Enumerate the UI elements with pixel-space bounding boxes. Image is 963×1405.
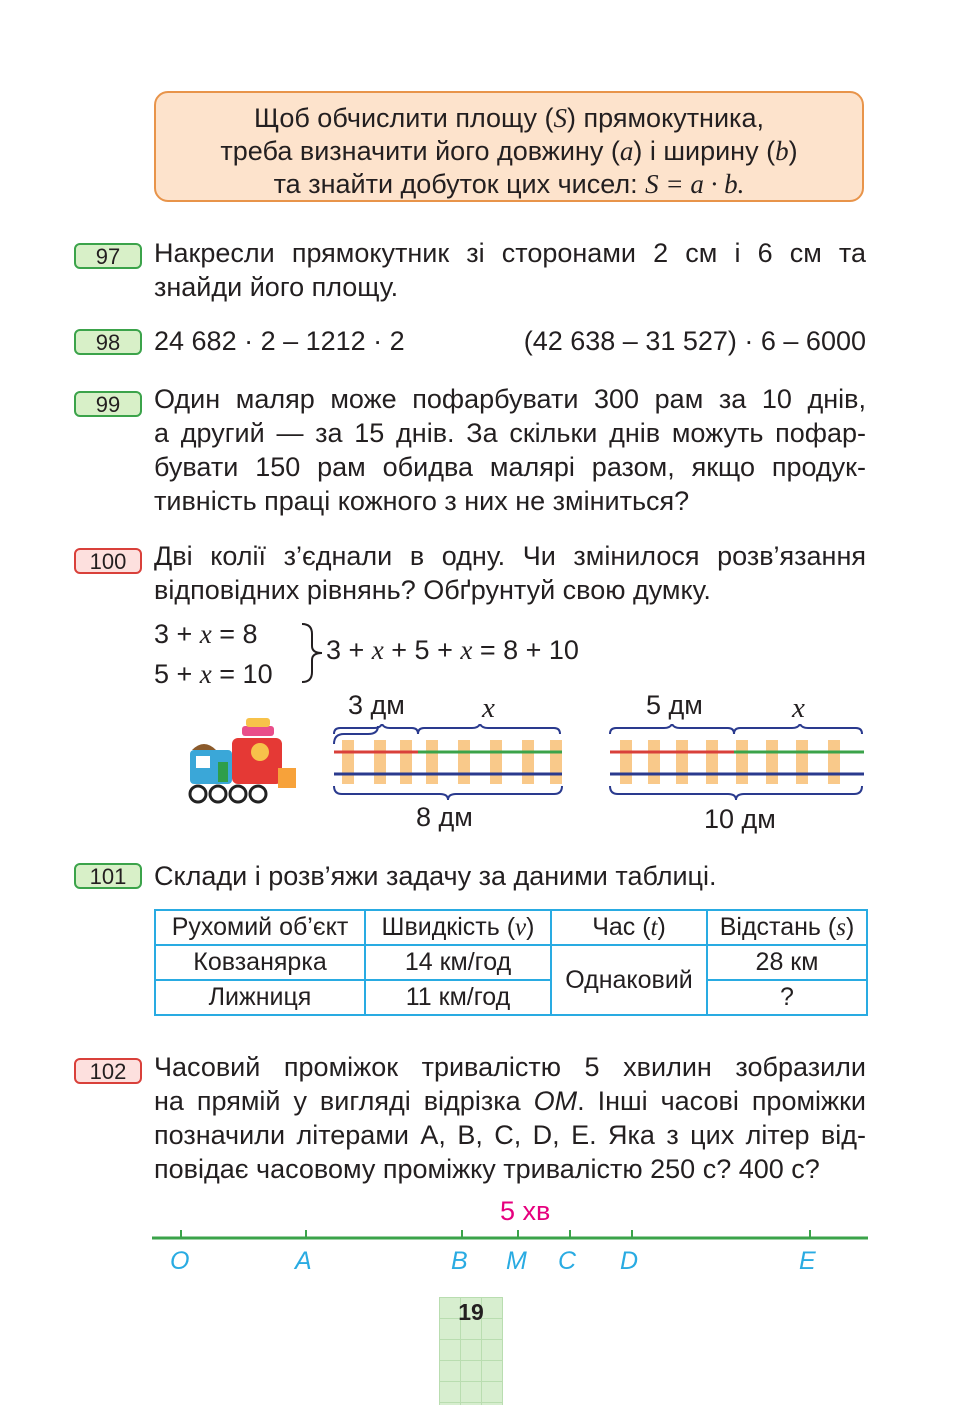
header-text: Час ( (592, 913, 651, 941)
task-100-text (154, 539, 866, 607)
track1-top-right-label: x (482, 692, 495, 724)
track2-top-left-label: 5 дм (646, 690, 703, 720)
cell-object: Лижниця (155, 980, 365, 1015)
cell-speed: 11 км/год (365, 980, 551, 1015)
task-101-text: Склади і розв’яжи задачу за даними таблиці. (154, 861, 717, 891)
equation-2 (154, 654, 273, 694)
task-number-badge: 99 (74, 391, 142, 417)
eq-part: 3 + (154, 619, 200, 649)
header-text: ) (657, 913, 666, 941)
point-label-e: E (799, 1247, 816, 1275)
header-text: ) (526, 913, 535, 941)
equation-1 (154, 614, 273, 654)
point-label-a: A (295, 1247, 312, 1275)
rule-var-s: S (553, 103, 568, 133)
task-number-badge: 97 (74, 243, 142, 269)
task-102-text (154, 1050, 866, 1186)
task-99-text (154, 382, 866, 518)
header-var: t (650, 914, 658, 941)
text-line: Часовий проміжок тривалістю 5 хвилин зобразили (154, 1052, 866, 1082)
page-number: 19 (439, 1297, 503, 1405)
rule-text: ) прямокутника, (567, 103, 764, 133)
text-line: повідає часовому проміжку тривалістю 250 с? 400 с? (154, 1154, 820, 1184)
header-text: ) (845, 913, 855, 941)
task-number-badge: 98 (74, 329, 142, 355)
cell-time: Однаковий (551, 945, 707, 1015)
rule-var-a: a (619, 136, 634, 166)
task-number-badge: 102 (74, 1058, 142, 1084)
task-number-badge: 100 (74, 548, 142, 574)
segment-name: OM (533, 1086, 578, 1116)
header-var: s (836, 914, 846, 941)
cell-distance: ? (707, 980, 867, 1015)
task-97-text (154, 236, 866, 304)
rule-text: ) і ширину ( (633, 136, 776, 166)
rule-line-2 (156, 135, 862, 168)
track-2-icon (606, 724, 868, 802)
cell-object: Ковзанярка (155, 945, 365, 980)
point-label-m: M (506, 1247, 527, 1275)
text-line: знайди його площу. (154, 272, 399, 302)
rule-line-1 (156, 102, 862, 135)
expression-1: 24 682 · 2 – 1212 · 2 (154, 326, 405, 356)
area-formula: S = a · b. (645, 169, 745, 199)
eq-part: 3 + (326, 635, 372, 665)
combined-equation (326, 635, 579, 666)
text-line: тивність праці кожного з них не зміниться? (154, 486, 690, 516)
text-line: відповідних рівнянь? Обґрунтуй свою думку. (154, 575, 711, 605)
text-line: позначили літерами A, B, C, D, E. Яка з цих літер від- (154, 1120, 866, 1150)
point-label-b: B (451, 1247, 468, 1275)
track1-top-left-label: 3 дм (348, 690, 405, 720)
text-line: Накресли прямокутник зі сторонами 2 см і 6 см та (154, 238, 866, 268)
rule-var-b: b (775, 136, 789, 166)
number-line (150, 1228, 870, 1248)
task-98-expressions (154, 324, 866, 358)
eq-part: = 8 (211, 619, 258, 649)
cell-distance: 28 км (707, 945, 867, 980)
equations (154, 614, 273, 694)
header-distance (707, 910, 867, 945)
rule-text: Щоб обчислити площу ( (254, 103, 554, 133)
segment-label: 5 хв (500, 1196, 551, 1226)
eq-part: = 8 + 10 (472, 635, 579, 665)
rule-text: ) (788, 136, 798, 166)
eq-var: x (199, 659, 212, 689)
point-label-o: O (170, 1247, 190, 1275)
cell-speed: 14 км/год (365, 945, 551, 980)
eq-part: 5 + (154, 659, 200, 689)
header-text: Відстань ( (719, 913, 837, 941)
header-speed (365, 910, 551, 945)
track2-top-right-label: x (792, 692, 805, 724)
eq-var: x (199, 619, 212, 649)
header-var: v (515, 914, 527, 941)
table-header-row (155, 910, 867, 945)
rule-text: треба визначити його довжину ( (220, 136, 620, 166)
train-illustration-icon (182, 714, 300, 806)
motion-table (154, 909, 868, 1016)
track1-bottom-label: 8 дм (416, 802, 473, 832)
eq-part: = 10 (211, 659, 273, 689)
text-line (154, 1084, 866, 1118)
table-row (155, 980, 867, 1015)
eq-var: x (371, 635, 384, 665)
track-1-icon (330, 724, 568, 802)
expression-2: (42 638 – 31 527) · 6 – 6000 (523, 326, 866, 356)
rule-text: та знайти добуток цих чисел: (273, 169, 646, 199)
header-text: Швидкість ( (381, 913, 516, 941)
text-line: Дві колії з’єднали в одну. Чи змінилося розв’язання (154, 541, 866, 571)
text-part: . Інші часові проміжки (577, 1086, 866, 1116)
task-number-badge: 101 (74, 863, 142, 889)
text-part: на прямій у вигляді відрізка (154, 1086, 534, 1116)
track2-bottom-label: 10 дм (704, 804, 776, 834)
rule-line-3 (156, 168, 862, 201)
rule-box (154, 91, 864, 202)
text-line: бувати 150 рам обидва малярі разом, якщо продук- (154, 452, 866, 482)
table-row (155, 945, 867, 980)
header-time (551, 910, 707, 945)
text-line: Один маляр може пофарбувати 300 рам за 10 днів, (154, 384, 866, 414)
eq-part: + 5 + (383, 635, 461, 665)
point-label-c: C (558, 1247, 577, 1275)
eq-var: x (460, 635, 473, 665)
point-label-d: D (620, 1247, 639, 1275)
text-line: а другий — за 15 днів. За скільки днів можуть пофар- (154, 418, 866, 448)
header-object: Рухомий об’єкт (155, 910, 365, 945)
